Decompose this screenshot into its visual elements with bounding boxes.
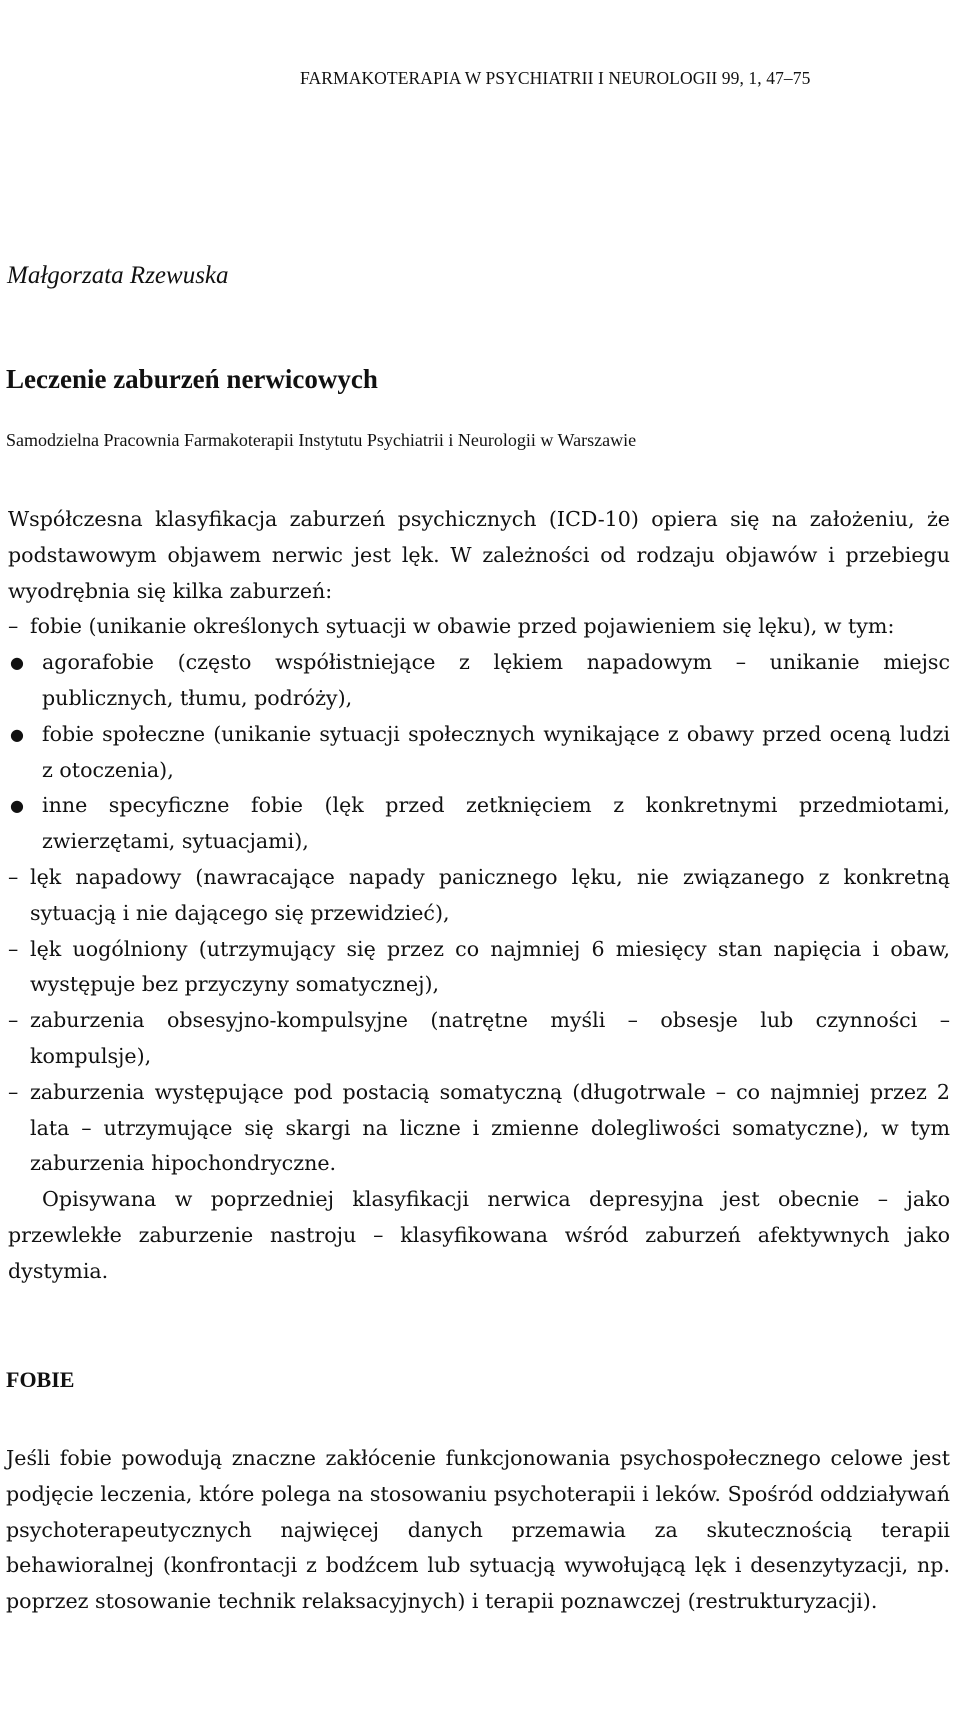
list-item-text: inne specyficzne fobie (lęk przed zetknięciem z konkretnymi przedmiotami, zwierzętami, sytuacjami), xyxy=(42,793,950,854)
dash-marker: – xyxy=(8,864,19,889)
list-item-ocd xyxy=(8,1003,950,1075)
list-item-social-phobia xyxy=(8,717,950,789)
list-item-text: fobie (unikanie określonych sytuacji w obawie przed pojawieniem się lęku), w tym: xyxy=(30,614,895,639)
author-name: Małgorzata Rzewuska xyxy=(7,262,229,289)
closing-paragraph: Opisywana w poprzedniej klasyfikacji nerwica depresyjna jest obecnie – jako przewlekłe zaburzenie nastroju – klasyfikowana wśród zaburzeń afektywnych jako dystymia. xyxy=(8,1187,950,1283)
list-item-text: zaburzenia obsesyjno-kompulsyjne (natrętne myśli – obsesje lub czynności – kompulsje), xyxy=(30,1008,950,1068)
list-item-text: lęk napadowy (nawracające napady panicznego lęku, nie związanego z konkretną sytuacją i nie dającego się przewidzieć), xyxy=(30,864,950,925)
intro-paragraph: Współczesna klasyfikacja zaburzeń psychicznych (ICD-10) opiera się na założeniu, że podstawowym objawem nerwic jest lęk. W zależności od rodzaju objawów i przebiegu wyodrębnia się kilka zaburzeń: xyxy=(8,507,950,603)
section-paragraph: Jeśli fobie powodują znaczne zakłócenie funkcjonowania psychospołecznego celowe jest podjęcie leczenia, które polega na stosowaniu psychoterapii i leków. Spośród oddziaływań psychoterapeutycznych najwięcej danych przemawia za skutecznością terapii behawioralnej (konfrontacji z bodźcem lub sytuacją wywołującą lęk i desenzytyzacji, np. poprzez stosowanie technik relaksacyjnych) i terapii poznawczej (restrukturyzacji). xyxy=(6,1446,950,1614)
list-item-generalized-anxiety xyxy=(8,932,950,1004)
list-item-phobias xyxy=(8,609,950,645)
running-head: FARMAKOTERAPIA W PSYCHIATRII I NEUROLOGII 99, 1, 47–75 xyxy=(300,68,811,88)
bullet-marker: ● xyxy=(10,653,24,673)
list-item-text: lęk uogólniony (utrzymujący się przez co najmniej 6 miesięcy stan napięcia i obaw, występuje bez przyczyny somatycznej), xyxy=(30,936,950,997)
list-item-agoraphobia xyxy=(8,645,950,717)
dash-marker: – xyxy=(8,1079,19,1104)
article-body xyxy=(8,502,950,1290)
dash-marker: – xyxy=(8,614,19,639)
list-item-text: agorafobie (często współistniejące z lękiem napadowym – unikanie miejsc publicznych, tłumu, podróży), xyxy=(42,650,950,710)
list-item-specific-phobias xyxy=(8,788,950,860)
dash-marker: – xyxy=(8,1008,19,1033)
section-heading: FOBIE xyxy=(6,1367,75,1392)
list-item-text: zaburzenia występujące pod postacią somatyczną (długotrwale – co najmniej przez 2 lata – utrzymujące się skargi na liczne i zmienne dolegliwości somatyczne), w tym zaburzenia hipochondryczne. xyxy=(30,1079,950,1176)
list-item-somatoform xyxy=(8,1075,950,1182)
section-body xyxy=(6,1441,950,1620)
list-item-panic-disorder xyxy=(8,860,950,932)
dash-marker: – xyxy=(8,936,19,961)
article-title: Leczenie zaburzeń nerwicowych xyxy=(6,364,378,394)
bullet-marker: ● xyxy=(10,724,24,744)
list-item-text: fobie społeczne (unikanie sytuacji społecznych wynikające z obawy przed oceną ludzi z otoczenia), xyxy=(42,721,950,782)
bullet-marker: ● xyxy=(10,796,24,816)
author-affiliation: Samodzielna Pracownia Farmakoterapii Instytutu Psychiatrii i Neurologii w Warszawie xyxy=(6,430,637,450)
